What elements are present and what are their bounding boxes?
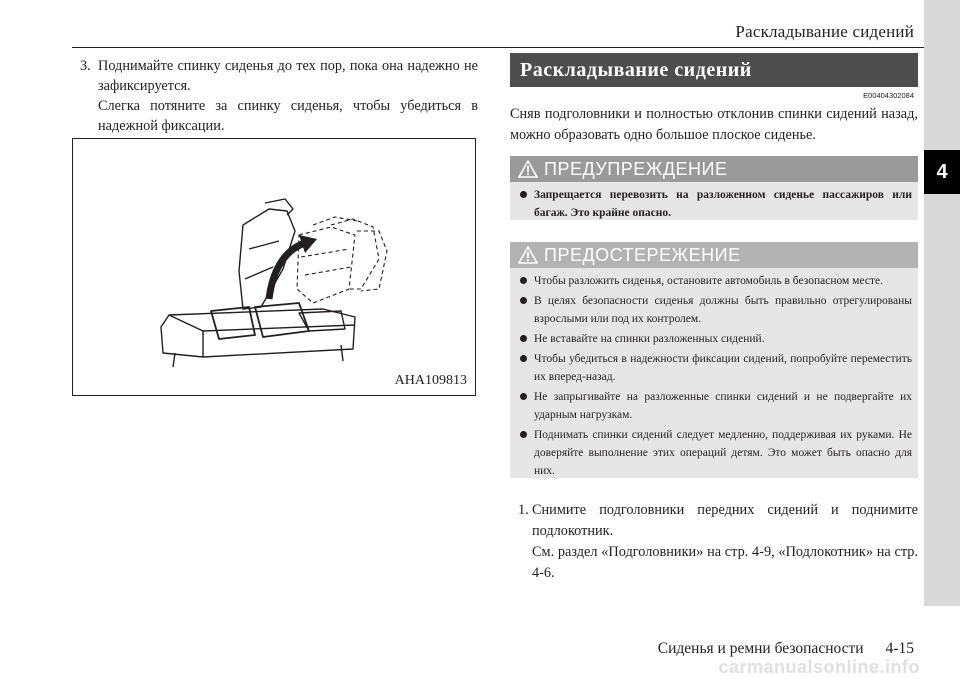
warning-triangle-icon — [518, 246, 538, 264]
caution-item-text: Не вставайте на спинки разложенных сидений. — [534, 333, 765, 345]
step-number: 3. — [80, 58, 91, 74]
caution-item-text: Поднимать спинки сидений следует медленно, поддерживая их руками. Не доверяйте выполнение этих операций детям. Это может быть опасно для них. — [534, 429, 912, 477]
caution-item — [518, 426, 912, 480]
step-text: Снимите подголовники передних сидений и поднимите подлокотник. — [532, 502, 918, 539]
seat-figure — [72, 138, 476, 396]
caution-item-text: Чтобы разложить сиденья, остановите автомобиль в безопасном месте. — [534, 275, 883, 287]
chapter-number-tab[interactable]: 4 — [924, 150, 960, 194]
page-header-title: Раскладывание сидений — [735, 22, 914, 41]
step-3 — [80, 56, 478, 136]
caution-item-text: В целях безопасности сиденья должны быть правильно отрегулированы взрослыми или под их контролем. — [534, 295, 912, 325]
warning-box — [510, 156, 918, 220]
header-divider — [72, 47, 924, 48]
step-text: Поднимайте спинку сиденья до тех пор, пока она надежно не зафиксируется. — [98, 58, 478, 94]
bullet-icon — [520, 277, 527, 284]
section-intro: Сняв подголовники и полностью отклонив спинки сидений назад, можно образовать одно большое плоское сиденье. — [510, 106, 918, 143]
step-number: 1. — [518, 502, 529, 518]
caution-item-text: Не запрыгивайте на разложенные спинки сидений и не подвергайте их ударным нагрузкам. — [534, 391, 912, 421]
section-title: Раскладывание сидений — [520, 58, 752, 81]
caution-header — [510, 242, 918, 268]
warning-triangle-icon — [518, 160, 538, 178]
bullet-icon — [520, 297, 527, 304]
bullet-icon — [520, 431, 527, 438]
folded-rear-seat-illustration — [73, 139, 475, 395]
caution-item — [518, 330, 912, 348]
bullet-icon — [520, 393, 527, 400]
step-text: См. раздел «Подголовники» на стр. 4-9, «Подлокотник» на стр. 4-6. — [532, 544, 918, 581]
step-1 — [510, 500, 918, 584]
warning-item-text: Запрещается перевозить на разложенном сиденье пассажиров или багаж. Это крайне опасно. — [534, 189, 912, 219]
footer-section: Сиденья и ремни безопасности — [657, 640, 864, 657]
bullet-icon — [520, 355, 527, 362]
page-number: 4-15 — [885, 640, 914, 657]
step-text: Слегка потяните за спинку сиденья, чтобы убедиться в надежной фиксации. — [98, 98, 478, 134]
watermark: carmanualsonline.info — [718, 657, 920, 677]
warning-header — [510, 156, 918, 182]
section-title-bar — [510, 53, 918, 87]
warning-title: ПРЕДУПРЕЖДЕНИЕ — [544, 158, 728, 179]
figure-code: AHA109813 — [394, 373, 467, 388]
chapter-side-tab — [924, 0, 960, 606]
caution-box — [510, 242, 918, 478]
section-code: E00404302084 — [863, 91, 914, 100]
bullet-icon — [520, 335, 527, 342]
caution-title: ПРЕДОСТЕРЕЖЕНИЕ — [544, 244, 741, 265]
caution-item — [518, 388, 912, 424]
warning-item — [518, 186, 912, 222]
caution-item-text: Чтобы убедиться в надежности фиксации сидений, попробуйте переместить их вперед-назад. — [534, 353, 912, 383]
caution-item — [518, 350, 912, 386]
caution-item — [518, 292, 912, 328]
bullet-icon — [520, 191, 527, 198]
caution-item — [518, 272, 912, 290]
